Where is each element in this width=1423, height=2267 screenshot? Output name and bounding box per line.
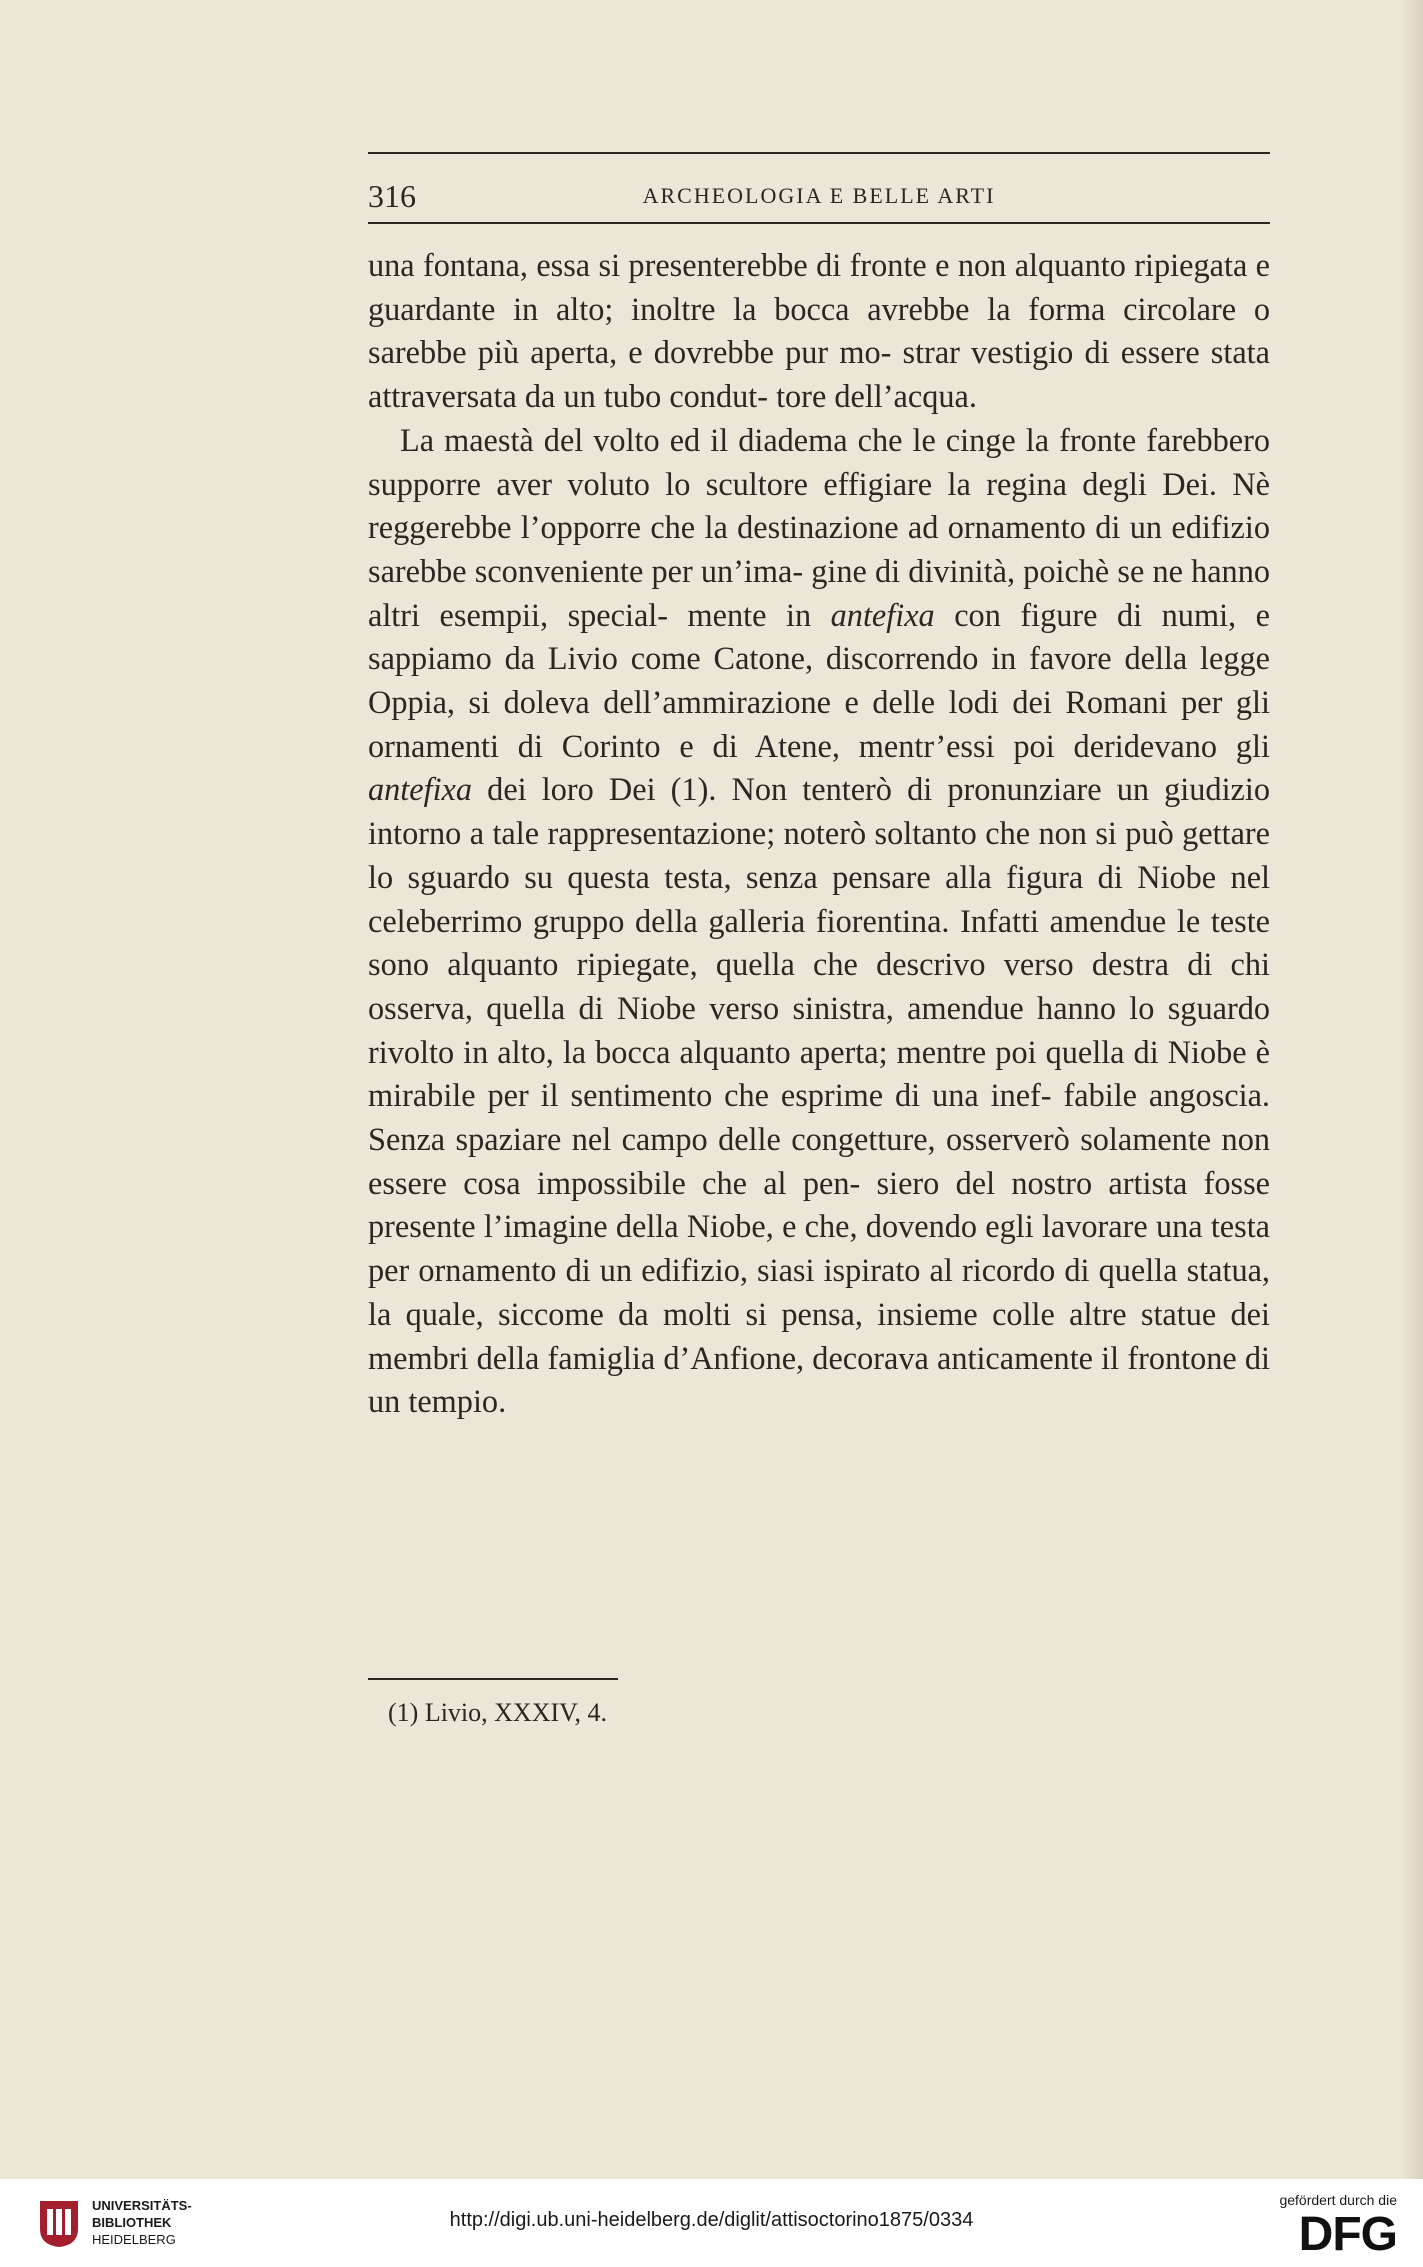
sponsor-caption: gefördert durch die: [1279, 2192, 1397, 2208]
text-line: mente in: [687, 596, 831, 633]
page-number: 316: [368, 178, 416, 214]
text-line: tore dell’acqua.: [776, 378, 977, 415]
text-line: forma circolare o sarebbe più aperta, e dovrebbe pur mo-: [368, 290, 1270, 371]
running-head: [368, 176, 1270, 216]
text-line: rivolto in alto, la bocca alquanto aperta; mentre poi quella: [368, 1033, 1125, 1070]
text-line: come Catone, discorrendo in favore della legge Oppia, si: [368, 640, 1270, 721]
text-line: siccome da molti si pensa, insieme colle altre statue dei: [498, 1295, 1270, 1332]
page-edge-shadow: [1401, 0, 1423, 2179]
running-title: ARCHEOLOGIA E BELLE ARTI: [642, 183, 996, 208]
text-line: osserverò solamente non essere cosa impossibile che al pen-: [368, 1121, 1270, 1201]
text-line: ripiegata e guardante in alto; inoltre la bocca avrebbe la: [368, 247, 1270, 327]
permalink-url[interactable]: http://digi.ub.uni-heidelberg.de/diglit/attisoctorino1875/0334: [449, 2209, 974, 2231]
text-line: un giudizio intorno a tale rappresentazione; noterò soltanto: [368, 771, 1270, 852]
header-rule-bottom: [368, 222, 1270, 224]
dfg-logo: DFG: [1298, 2208, 1397, 2261]
text-line: siero del nostro artista fosse presente l’imagine della Niobe,: [368, 1164, 1270, 1245]
paragraph-2: [368, 419, 1270, 1424]
text-line: La maestà del volto ed il diadema che le cinge la fronte: [400, 421, 1137, 458]
text-line: doleva dell’ammirazione e delle lodi dei Romani per gli: [503, 684, 1271, 721]
text-line: con figure di numi, e sappiamo da Livio: [368, 596, 1270, 677]
text-line: degli Dei. Nè reggerebbe l’opporre che la destinazione ad: [368, 465, 1270, 546]
text-line: ripiegate, quella che descrivo verso destra di chi osserva,: [368, 946, 1270, 1026]
text-line: strar vestigio di essere stata attraversata da un tubo condut-: [368, 334, 1270, 415]
text-line: che non si può gettare lo sguardo su questa testa, senza: [368, 815, 1270, 895]
text-line: membri della famiglia d’Anfione, decorava anticamente il: [368, 1339, 1120, 1376]
body-text: [368, 244, 1270, 1424]
viewer-footer: [0, 2179, 1423, 2267]
text-line: e che, dovendo egli lavorare una testa per ornamento di un: [368, 1208, 1270, 1289]
paragraph-1: [368, 244, 1270, 419]
text-line: ornamento di un edifizio sarebbe sconveniente per un’ima-: [368, 509, 1270, 589]
header-rule-top: [368, 152, 1270, 154]
text-line: galleria fiorentina. Infatti amendue le teste sono alquanto: [368, 902, 1270, 983]
text-line: fabile angoscia. Senza spaziare nel campo delle congetture,: [368, 1077, 1270, 1158]
library-name-line: HEIDELBERG: [92, 2232, 176, 2247]
text-line: una fontana, essa si presenterebbe di fronte e non alquanto: [368, 247, 1126, 283]
text-line: ornamenti di Corinto e di Atene, mentr’essi poi deridevano: [368, 727, 1218, 764]
library-name-line: BIBLIOTHEK: [92, 2215, 172, 2230]
italic-term: antefixa: [368, 771, 473, 808]
footnote-rule: [368, 1678, 618, 1680]
text-line: di Niobe è mirabile per il sentimento che esprime di una inef-: [368, 1033, 1270, 1114]
text-line: dei loro Dei (1). Non tenterò di pronunziare: [472, 771, 1102, 808]
italic-term: antefixa: [830, 596, 935, 633]
footnote: (1) Livio, XXXIV, 4.: [388, 1698, 608, 1727]
page-content: [368, 140, 1270, 1840]
text-line: gine di divinità, poichè se ne hanno altri esempii, special-: [368, 552, 1271, 633]
text-line: edifizio, siasi ispirato al ricordo di quella statua, la quale,: [368, 1252, 1270, 1332]
text-line: gli: [1235, 727, 1271, 764]
text-line: farebbero supporre aver voluto lo scultore effigiare la regina: [368, 421, 1270, 502]
text-line: frontone di un tempio.: [368, 1339, 1271, 1420]
library-name-line: UNIVERSITÄTS-: [92, 2198, 192, 2213]
sponsor-block: [1247, 2191, 1397, 2261]
text-line: quella di Niobe verso sinistra, amendue hanno lo sguardo: [486, 989, 1270, 1026]
text-line: pensare alla figura di Niobe nel celeberrimo gruppo della: [368, 858, 1271, 939]
